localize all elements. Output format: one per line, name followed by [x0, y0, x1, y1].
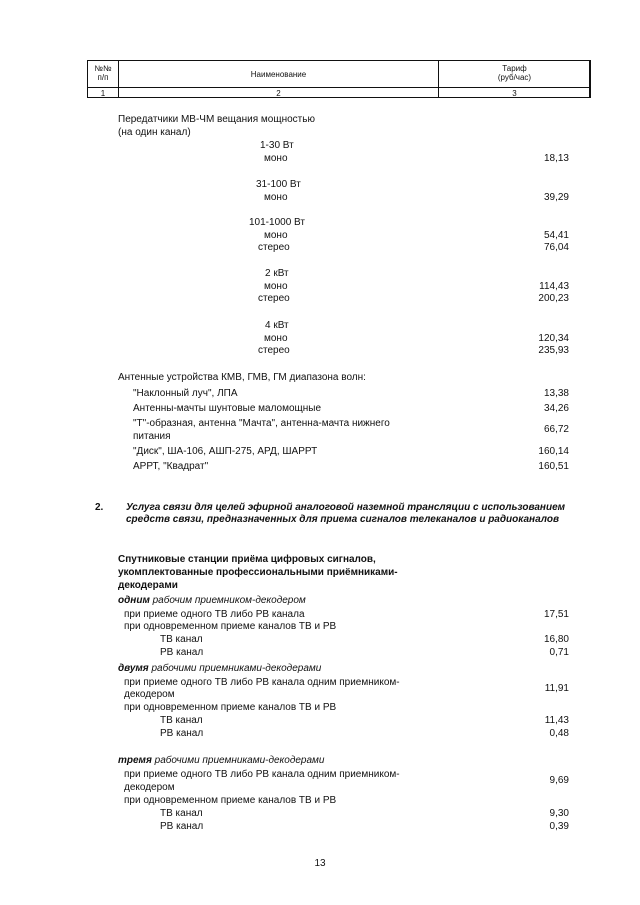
- decoder-count: двумя: [118, 663, 149, 674]
- header-num-3: 3: [512, 89, 517, 98]
- tariff-value: 11,91: [544, 683, 569, 694]
- decoder-group-heading: [118, 664, 321, 674]
- decoder-desc: рабочими приемниками-декодерами: [148, 663, 322, 674]
- option-label-continued: декодером: [124, 689, 175, 700]
- option-label: при одновременном приеме каналов ТВ и РВ: [124, 621, 337, 632]
- channel-label: ТВ канал: [160, 715, 203, 726]
- tariff-value: 34,26: [543, 403, 569, 414]
- decoder-count: тремя: [118, 755, 152, 766]
- antenna-label: "Наклонный луч", ЛПА: [133, 388, 238, 399]
- decoder-count: одним: [118, 595, 150, 606]
- mode-label: моно: [264, 230, 288, 241]
- mode-label: моно: [264, 192, 288, 203]
- channel-label: РВ канал: [160, 647, 204, 658]
- tariff-value: 200,23: [538, 293, 569, 304]
- tariff-value: 16,80: [543, 634, 569, 645]
- mode-label: стерео: [258, 293, 290, 304]
- transmitters-title: Передатчики МВ-ЧМ вещания мощностью: [118, 114, 315, 125]
- option-label: при приеме одного ТВ либо РВ канала одним приемником-: [124, 677, 400, 688]
- channel-label: ТВ канал: [160, 808, 203, 819]
- header-col-tariff: Тариф (руб/час): [497, 64, 532, 82]
- header-num-2: 2: [276, 89, 281, 98]
- decoder-desc: рабочим приемником-декодером: [149, 595, 306, 606]
- tariff-value: 0,48: [549, 728, 569, 739]
- tariff-value: 114,43: [539, 281, 569, 292]
- header-col-name: Наименование: [250, 70, 307, 79]
- header-table: [87, 60, 591, 98]
- decoder-desc: рабочими приемниками-декодерами: [151, 755, 325, 766]
- option-label: при одновременном приеме каналов ТВ и РВ: [124, 795, 337, 806]
- section-heading: Услуга связи для целей эфирной аналоговой наземной трансляции с использованием: [126, 502, 566, 513]
- tariff-value: 0,39: [549, 821, 569, 832]
- antenna-label: АРРТ, "Квадрат": [133, 461, 209, 472]
- mode-label: стерео: [258, 345, 290, 356]
- stations-title: Спутниковые станции приёма цифровых сигналов,: [118, 554, 376, 565]
- channel-label: РВ канал: [160, 821, 204, 832]
- tariff-value: 120,34: [538, 333, 569, 344]
- header-col-number: №№ п/п: [94, 64, 112, 82]
- antenna-label-continued: питания: [133, 431, 171, 442]
- transmitters-subtitle: (на один канал): [118, 127, 191, 138]
- section-heading-continued: средств связи, предназначенных для приема сигналов телеканалов и радиоканалов: [126, 514, 559, 525]
- channel-label: ТВ канал: [160, 634, 203, 645]
- option-label: при приеме одного ТВ либо РВ канала одним приемником-: [124, 769, 400, 780]
- option-label: при приеме одного ТВ либо РВ канала: [124, 609, 305, 620]
- antenna-label: "Диск", ША-106, АШП-275, АРД, ШАРРТ: [133, 446, 318, 457]
- stations-title-continued: декодерами: [118, 580, 178, 591]
- channel-label: РВ канал: [160, 728, 204, 739]
- tariff-value: 76,04: [543, 242, 569, 253]
- power-label: 101-1000 Вт: [249, 217, 305, 228]
- mode-label: моно: [264, 281, 288, 292]
- mode-label: моно: [264, 153, 288, 164]
- tariff-value: 160,51: [538, 461, 569, 472]
- tariff-value: 39,29: [543, 192, 569, 203]
- page-number: 13: [314, 858, 326, 869]
- antenna-label: "Т"-образная, антенна "Мачта", антенна-мачта нижнего: [133, 418, 390, 429]
- power-label: 31-100 Вт: [256, 179, 301, 190]
- tariff-value: 235,93: [538, 345, 569, 356]
- antennas-title: Антенные устройства КМВ, ГМВ, ГМ диапазона волн:: [118, 372, 366, 383]
- tariff-value: 11,43: [544, 715, 569, 726]
- mode-label: моно: [264, 333, 288, 344]
- tariff-value: 0,71: [549, 647, 569, 658]
- decoder-group-heading: [118, 596, 306, 606]
- power-label: 1-30 Вт: [260, 140, 294, 151]
- antenna-label: Антенны-мачты шунтовые маломощные: [133, 403, 322, 414]
- tariff-value: 13,38: [543, 388, 569, 399]
- option-label-continued: декодером: [124, 782, 175, 793]
- power-label: 4 кВт: [265, 320, 289, 331]
- tariff-value: 18,13: [543, 153, 569, 164]
- decoder-group-heading: [118, 756, 324, 766]
- tariff-value: 160,14: [538, 446, 569, 457]
- section-number: 2.: [95, 502, 104, 513]
- power-label: 2 кВт: [265, 268, 289, 279]
- tariff-value: 54,41: [543, 230, 569, 241]
- mode-label: стерео: [258, 242, 290, 253]
- tariff-value: 66,72: [543, 424, 569, 435]
- tariff-value: 9,69: [549, 775, 569, 786]
- header-num-1: 1: [100, 89, 106, 98]
- stations-title-continued: укомплектованные профессиональными приёмниками-: [118, 567, 398, 578]
- tariff-value: 17,51: [543, 609, 569, 620]
- option-label: при одновременном приеме каналов ТВ и РВ: [124, 702, 337, 713]
- tariff-value: 9,30: [549, 808, 569, 819]
